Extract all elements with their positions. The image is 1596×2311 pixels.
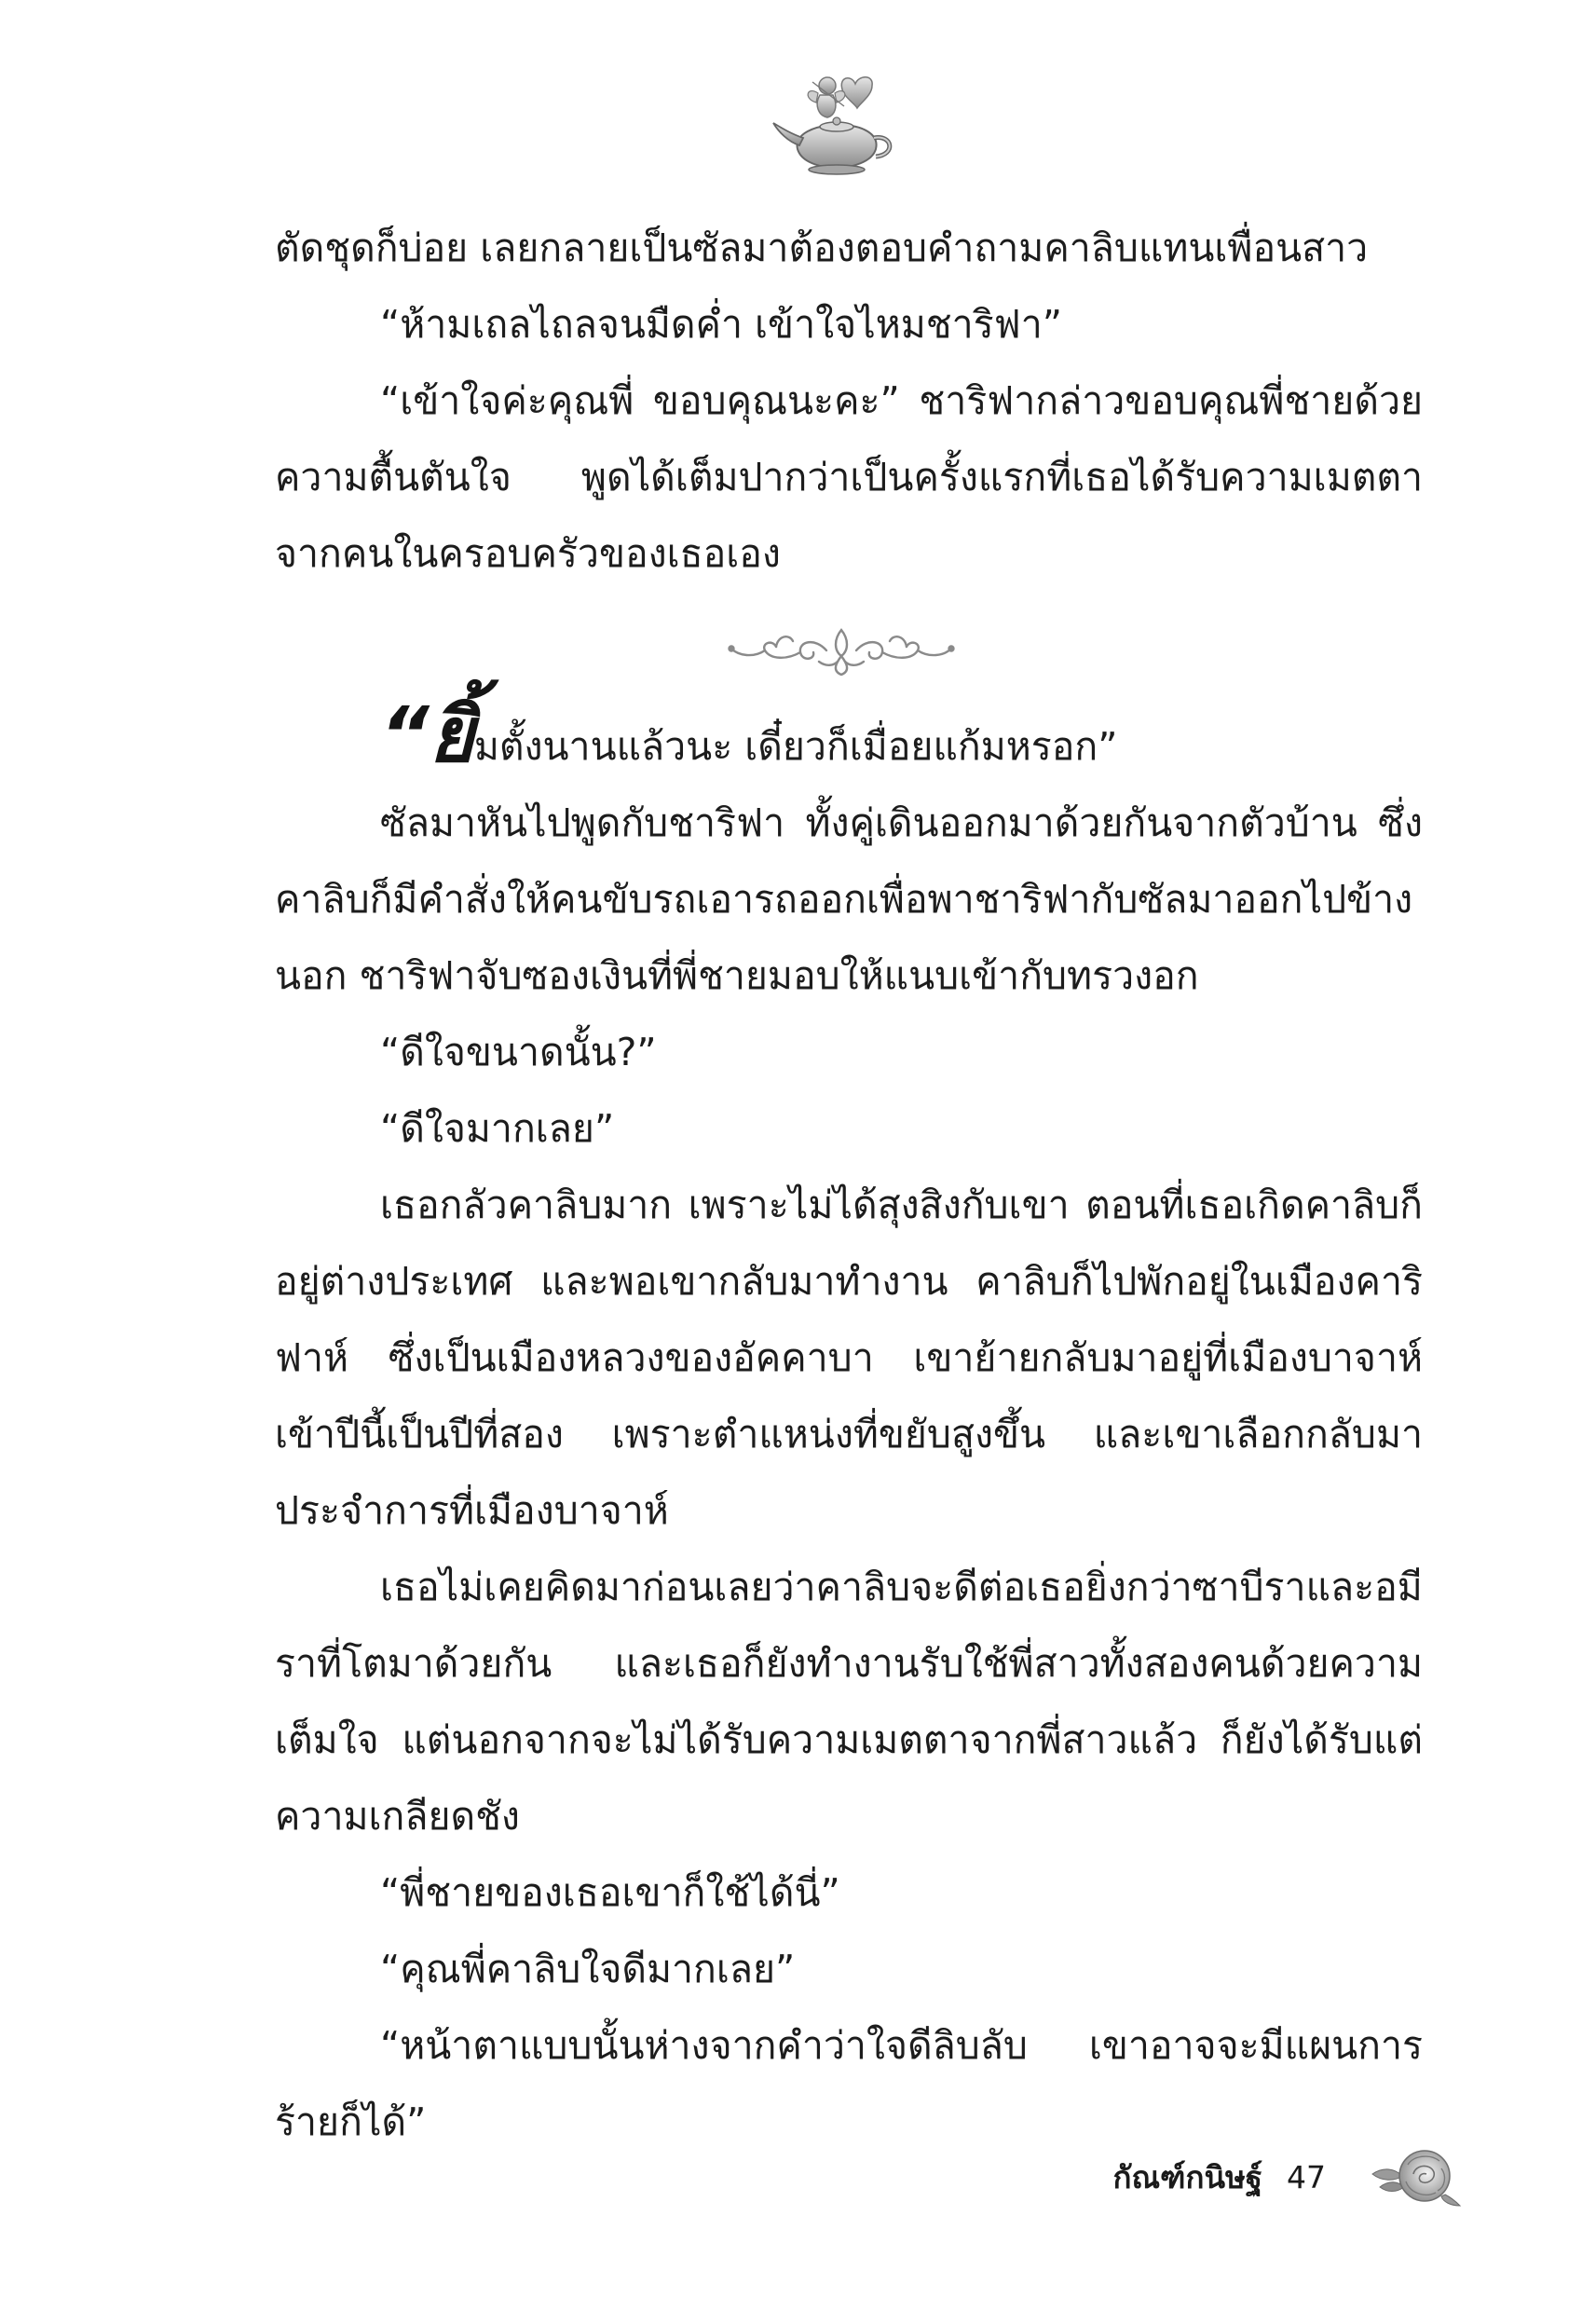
section-2-text xyxy=(275,691,1423,2160)
book-title: กัณฑ์กนิษฐ์ xyxy=(1112,2158,1262,2195)
page-number: 47 xyxy=(1287,2158,1326,2195)
rose-icon xyxy=(1369,2146,1462,2208)
paragraph: ตัดชุดก็บ่อย เลยกลายเป็นซัลมาต้องตอบคำถามคาลิบแทนเพื่อนสาว xyxy=(275,226,1369,270)
section-1-text xyxy=(275,210,1423,592)
drop-cap: “ยิ้ xyxy=(380,691,474,780)
paragraph: “ห้ามเถลไถลจนมืดค่ำ เข้าใจไหมชาริฟา” xyxy=(380,302,1062,347)
paragraph: เธอไม่เคยคิดมาก่อนเลยว่าคาลิบจะดีต่อเธอยิ่งกว่าซาบีราและอมีราที่โตมาด้วยกัน และเธอก็ยังทำงานรับใช้พี่สาวทั้งสองคนด้วยความเต็มใจ แต่นอกจากจะไม่ได้รับความเมตตาจากพี่สาวแล้ว ก็ยังได้รับแต่ความเกลียดชัง xyxy=(275,1565,1423,1839)
paragraph: “หน้าตาแบบนั้นห่างจากคำว่าใจดีลิบลับ เขาอาจจะมีแผนการร้ายก็ได้” xyxy=(275,2023,1423,2144)
opening-line xyxy=(275,691,1423,785)
paragraph: “ดีใจขนาดนั้น?” xyxy=(380,1030,657,1074)
teapot-cupid-ornament-icon xyxy=(766,48,906,188)
paragraph: “ดีใจมากเลย” xyxy=(380,1106,615,1151)
paragraph: “คุณพี่คาลิบใจดีมากเลย” xyxy=(380,1947,796,1991)
opening-line-rest: มตั้งนานแล้วนะ เดี๋ยวก็เมื่อยแก้มหรอก” xyxy=(473,724,1118,769)
scroll-divider-icon xyxy=(722,622,961,680)
paragraph: ซัลมาหันไปพูดกับชาริฟา ทั้งคู่เดินออกมาด้วยกันจากตัวบ้าน ซึ่งคาลิบก็มีคำสั่งให้คนขับรถเอารถออกเพื่อพาชาริฟากับซัลมาออกไปข้างนอก ชาริฟาจับซองเงินที่พี่ชายมอบให้แนบเข้ากับทรวงอก xyxy=(275,800,1423,998)
paragraph: “เข้าใจค่ะคุณพี่ ขอบคุณนะคะ” ชาริฟากล่าวขอบคุณพี่ชายด้วยความตื้นตันใจ พูดได้เต็มปากว่าเป็นครั้งแรกที่เธอได้รับความเมตตาจากคนในครอบครัวของเธอเอง xyxy=(275,378,1423,576)
page-footer xyxy=(1113,2140,1463,2214)
paragraph: เธอกลัวคาลิบมาก เพราะไม่ได้สุงสิงกับเขา ตอนที่เธอเกิดคาลิบก็อยู่ต่างประเทศ และพอเขากลับมาทำงาน คาลิบก็ไปพักอยู่ในเมืองคาริฟาห์ ซึ่งเป็นเมืองหลวงของอัคคาบา เขาย้ายกลับมาอยู่ที่เมืองบาจาห์เข้าปีนี้เป็นปีที่สอง เพราะตำแหน่งที่ขยับสูงขึ้น และเขาเลือกกลับมาประจำการที่เมืองบาจาห์ xyxy=(275,1183,1423,1533)
paragraph: “พี่ชายของเธอเขาก็ใช้ได้นี่” xyxy=(380,1870,840,1915)
